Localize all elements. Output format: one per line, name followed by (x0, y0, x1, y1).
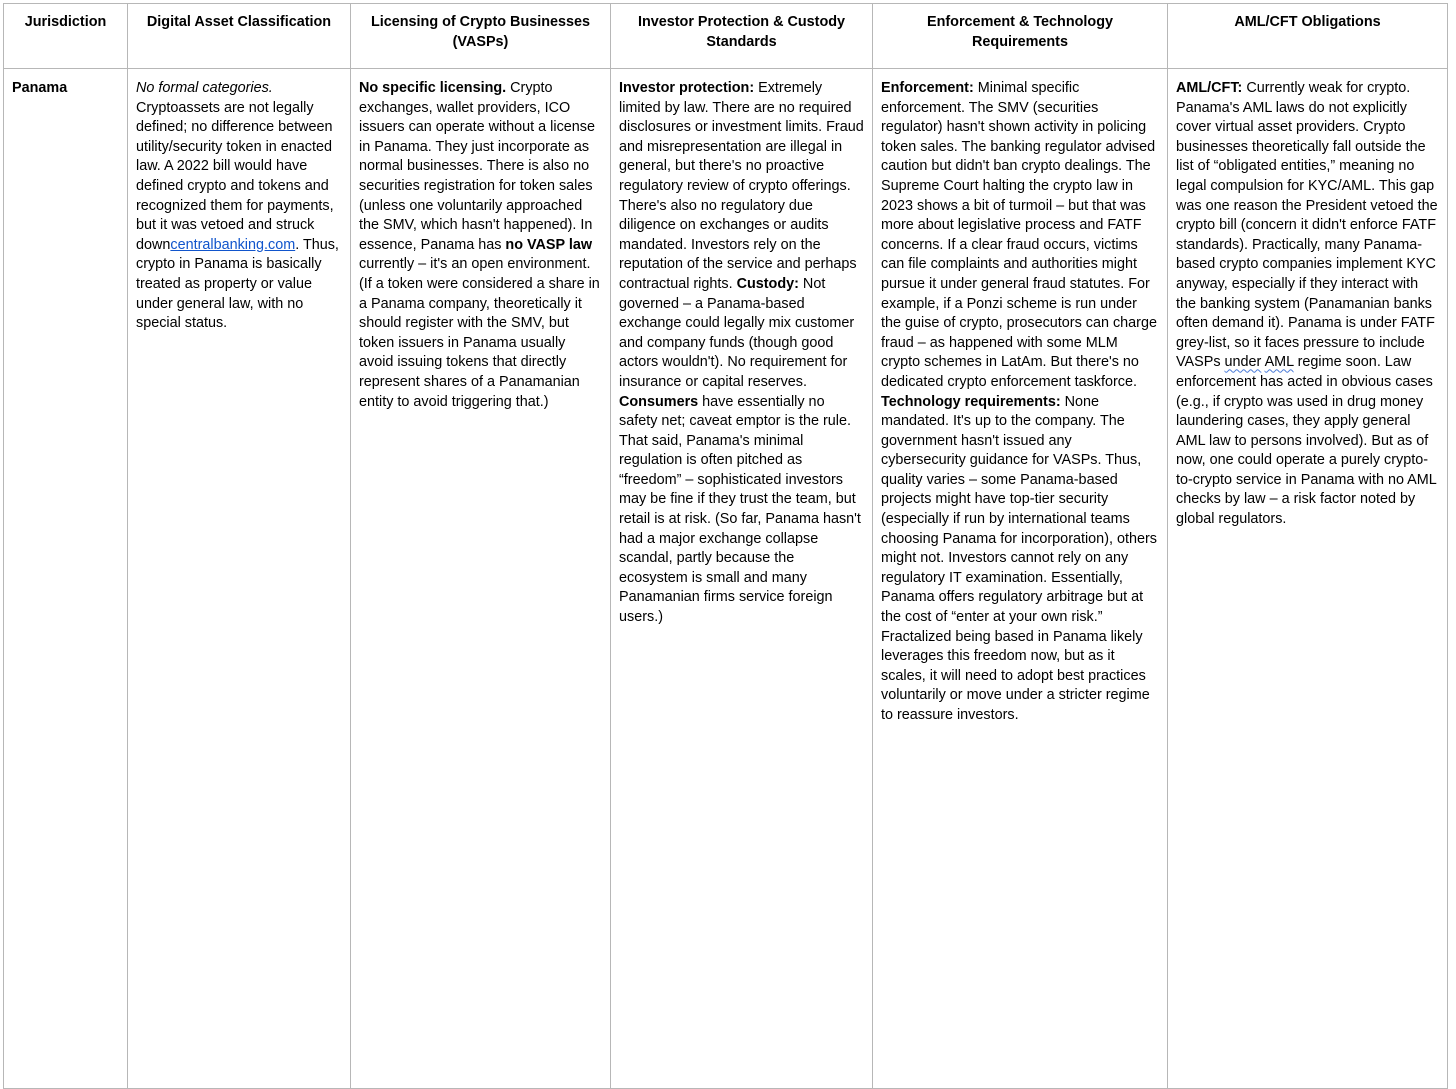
spellcheck-flag-under: under (1224, 354, 1262, 371)
investor-lead-1: Investor protection: (619, 80, 755, 96)
cell-classification (128, 69, 351, 1089)
investor-body-1: Extremely limited by law. There are no required disclosures or investment limits. Fraud and misrepresentation are illegal in general, but there's no proactive regulatory review of crypto offerings. There's also no regulatory due diligence on exchanges or audits mandated. Investors rely on the reputation of the service and perhaps contractual rights. (619, 80, 864, 292)
header-investor-protection: Investor Protection & Custody Standards (611, 4, 873, 69)
aml-body-2: regime soon. Law enforcement has acted in obvious cases (e.g., if crypto was used in drug money laundering cases, they apply general AML law to persons involved). But as of now, one could operate a purely crypto-to-crypto service in Panama with no AML checks by law – a risk factor noted by global regulators. (1176, 354, 1437, 528)
header-jurisdiction: Jurisdiction (4, 4, 128, 69)
table-row (4, 69, 1448, 1089)
aml-body-1: Currently weak for crypto. Panama's AML laws do not explicitly cover virtual asset providers. Crypto businesses theoretically fall outside the list of “obligated entities,” meaning no legal compulsion for KYC/AML. This gap was one reason the President vetoed the crypto bill (concern it didn't enforce FATF standards). Practically, many Panama-based crypto companies implement KYC anyway, especially if they interact with the banking system (Panamanian banks often demand it). Panama is under FATF grey-list, so it faces pressure to include VASPs (1176, 80, 1438, 371)
enforcement-body-2: None mandated. It's up to the company. The government hasn't issued any cybersecurity guidance for VASPs. Thus, quality varies – some Panama-based projects might have top-tier security (especially if run by international teams choosing Panama for incorporation), others might not. Investors cannot rely on any regulatory IT examination. Essentially, Panama offers regulatory arbitrage but at the cost of “enter at your own risk.” Fractalized being based in Panama likely leverages this freedom now, but as it scales, it will need to adopt best practices voluntarily or move under a stricter regime to reassure investors. (881, 393, 1157, 723)
header-licensing: Licensing of Crypto Businesses (VASPs) (351, 4, 611, 69)
header-aml: AML/CFT Obligations (1168, 4, 1448, 69)
cell-licensing (351, 69, 611, 1089)
spellcheck-flag-aml: AML (1264, 354, 1294, 371)
licensing-bold: no VASP law (505, 236, 593, 253)
investor-body-3: have essentially no safety net; caveat emptor is the rule. That said, Panama's minimal regulation is often pitched as “freedom” – sophisticated investors may be fine if they trust the team, but retail is at risk. (So far, Panama hasn't had a major exchange collapse scandal, partly because the ecosystem is small and many Panamanian firms service foreign users.) (619, 393, 861, 626)
cell-jurisdiction: Panama (4, 69, 128, 1089)
licensing-body-1: Crypto exchanges, wallet providers, ICO issuers can operate without a license in Panama. They just incorporate as normal businesses. There is also no securities registration for token sales (unless one voluntarily approached the SMV, which hasn't happened). In essence, Panama has (359, 80, 595, 253)
regulation-table (3, 3, 1448, 1089)
investor-body-2: Not governed – a Panama-based exchange could legally mix customer and company funds (though good actors wouldn't). No requirement for insurance or capital reserves. (619, 275, 855, 390)
classification-tail: . Thus, crypto in Panama is basically treated as property or value under general law, with no special status. (136, 236, 339, 332)
header-row (4, 4, 1448, 69)
header-enforcement: Enforcement & Technology Requirements (873, 4, 1168, 69)
investor-lead-3: Consumers (619, 393, 699, 410)
licensing-body-2: currently – it's an open environment. (If a token were considered a share in a Panama company, theoretically it should register with the SMV, but token issuers in Panama usually avoid issuing tokens that directly represent shares of a Panamanian entity to avoid triggering that.) (359, 256, 600, 410)
enforcement-body-1: Minimal specific enforcement. The SMV (securities regulator) hasn't shown activity in policing token sales. The banking regulator advised caution but didn't ban crypto dealings. The Supreme Court halting the crypto law in 2023 shows a bit of turmoil – but that was more about legislative process and FATF concerns. If a clear fraud occurs, victims can file complaints and authorities might pursue it under general fraud statutes. For example, if a Ponzi scheme is run under the guise of crypto, prosecutors can charge fraud – as happened with some MLM crypto schemes in LatAm. But there's no dedicated crypto enforcement taskforce. (881, 80, 1157, 390)
investor-lead-2: Custody: (736, 275, 799, 292)
cell-investor-protection (611, 69, 873, 1089)
aml-lead: AML/CFT: (1176, 80, 1243, 96)
classification-body: Cryptoassets are not legally defined; no difference between utility/security token in enacted law. A 2022 bill would have defined crypto and tokens and recognized them for payments, but it was vetoed and struck down (136, 99, 334, 253)
licensing-lead: No specific licensing. (359, 80, 507, 96)
classification-lead: No formal categories. (136, 80, 273, 96)
header-classification: Digital Asset Classification (128, 4, 351, 69)
cell-enforcement (873, 69, 1168, 1089)
enforcement-lead-2: Technology requirements: (881, 393, 1061, 410)
enforcement-lead-1: Enforcement: (881, 80, 974, 96)
source-link[interactable]: centralbanking.com (170, 236, 296, 253)
cell-aml (1168, 69, 1448, 1089)
